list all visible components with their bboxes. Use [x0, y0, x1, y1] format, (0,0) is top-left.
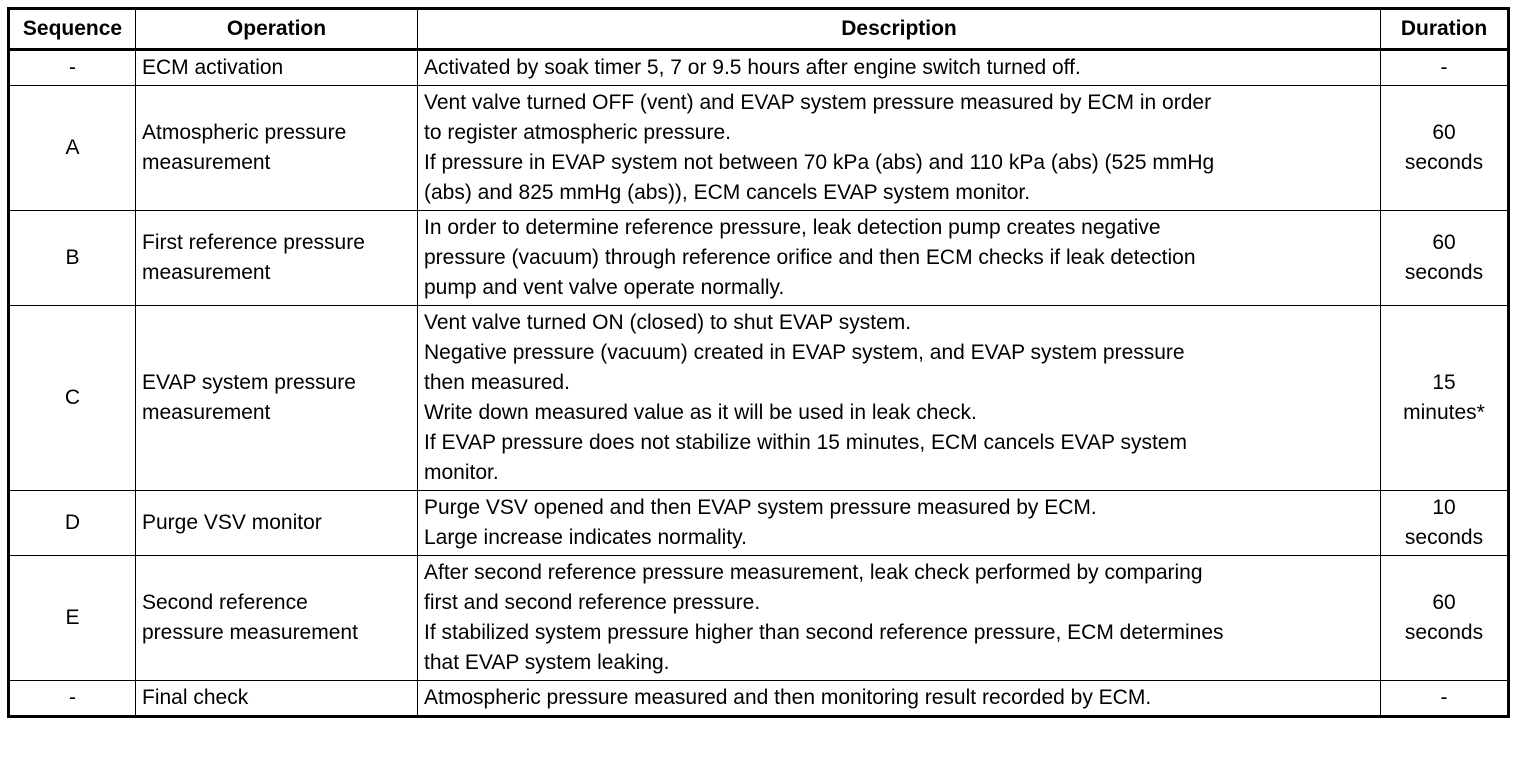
operation-cell-line: Atmospheric pressure — [142, 121, 347, 144]
description-cell-line: Atmospheric pressure measured and then monitoring result recorded by ECM. — [424, 686, 1152, 709]
duration-cell-line: seconds — [1404, 261, 1484, 284]
duration-cell-line: 15 — [1432, 371, 1456, 394]
description-cell-line: Negative pressure (vacuum) created in EVAP system, and EVAP system pressure — [424, 341, 1185, 364]
operation-cell-line: ECM activation — [142, 56, 284, 79]
header-description: Description — [418, 9, 1381, 50]
evap-monitor-sequence-table — [7, 7, 1510, 718]
table-header — [9, 9, 1509, 50]
description-cell — [418, 556, 1381, 681]
operation-cell-line: measurement — [142, 401, 271, 424]
description-cell-line: If pressure in EVAP system not between 70 kPa (abs) and 110 kPa (abs) (525 mmHg — [424, 151, 1215, 174]
description-cell-line: to register atmospheric pressure. — [424, 121, 731, 144]
operation-cell — [136, 491, 418, 556]
sequence-cell: - — [9, 50, 136, 86]
duration-cell — [1381, 306, 1509, 491]
description-cell-line: pump and vent valve operate normally. — [424, 276, 785, 299]
operation-cell — [136, 306, 418, 491]
operation-cell-line: measurement — [142, 261, 271, 284]
table-row — [9, 306, 1509, 491]
duration-cell-line: seconds — [1404, 621, 1484, 644]
duration-cell-line: 60 — [1432, 231, 1456, 254]
duration-cell — [1381, 211, 1509, 306]
description-cell-line: In order to determine reference pressure, leak detection pump creates negative — [424, 216, 1161, 239]
duration-cell — [1381, 491, 1509, 556]
duration-cell-line: minutes* — [1403, 401, 1485, 424]
description-cell-line: Vent valve turned ON (closed) to shut EVAP system. — [424, 311, 912, 334]
duration-cell-line: - — [1440, 686, 1448, 709]
description-cell — [418, 681, 1381, 717]
duration-cell — [1381, 50, 1509, 86]
description-cell-line: first and second reference pressure. — [424, 591, 761, 614]
description-cell-line: Purge VSV opened and then EVAP system pressure measured by ECM. — [424, 496, 1097, 519]
description-cell — [418, 491, 1381, 556]
description-cell — [418, 86, 1381, 211]
table-row — [9, 211, 1509, 306]
description-cell — [418, 306, 1381, 491]
operation-cell — [136, 211, 418, 306]
header-operation: Operation — [136, 9, 418, 50]
operation-cell — [136, 556, 418, 681]
duration-cell-line: 10 — [1432, 496, 1456, 519]
duration-cell-line: 60 — [1432, 121, 1456, 144]
table-row — [9, 86, 1509, 211]
operation-cell — [136, 681, 418, 717]
operation-cell-line: measurement — [142, 151, 271, 174]
operation-cell — [136, 50, 418, 86]
sequence-cell: - — [9, 681, 136, 717]
operation-cell — [136, 86, 418, 211]
table-row — [9, 681, 1509, 717]
duration-cell-line: - — [1440, 56, 1448, 79]
header-duration: Duration — [1381, 9, 1509, 50]
description-cell-line: (abs) and 825 mmHg (abs)), ECM cancels EVAP system monitor. — [424, 181, 1031, 204]
table-body — [9, 50, 1509, 717]
sequence-cell: D — [9, 491, 136, 556]
sequence-cell: E — [9, 556, 136, 681]
description-cell-line: Large increase indicates normality. — [424, 526, 747, 549]
description-cell-line: After second reference pressure measurement, leak check performed by comparing — [424, 561, 1203, 584]
header-sequence: Sequence — [9, 9, 136, 50]
table-row — [9, 556, 1509, 681]
table-row — [9, 50, 1509, 86]
description-cell-line: Vent valve turned OFF (vent) and EVAP system pressure measured by ECM in order — [424, 91, 1212, 114]
duration-cell — [1381, 681, 1509, 717]
table-row — [9, 491, 1509, 556]
duration-cell — [1381, 86, 1509, 211]
operation-cell-line: Purge VSV monitor — [142, 511, 322, 534]
operation-cell-line: Final check — [142, 686, 249, 709]
operation-cell-line: pressure measurement — [142, 621, 358, 644]
header-row — [9, 9, 1509, 50]
sequence-cell: A — [9, 86, 136, 211]
description-cell-line: pressure (vacuum) through reference orifice and then ECM checks if leak detection — [424, 246, 1196, 269]
operation-cell-line: First reference pressure — [142, 231, 365, 254]
description-cell — [418, 50, 1381, 86]
description-cell-line: Activated by soak timer 5, 7 or 9.5 hours after engine switch turned off. — [424, 56, 1081, 79]
sequence-cell: B — [9, 211, 136, 306]
operation-cell-line: Second reference — [142, 591, 308, 614]
description-cell-line: Write down measured value as it will be used in leak check. — [424, 401, 977, 424]
description-cell-line: If stabilized system pressure higher than second reference pressure, ECM determines — [424, 621, 1224, 644]
duration-cell-line: seconds — [1404, 151, 1484, 174]
sequence-cell: C — [9, 306, 136, 491]
description-cell-line: then measured. — [424, 371, 570, 394]
description-cell-line: monitor. — [424, 461, 499, 484]
description-cell-line: that EVAP system leaking. — [424, 651, 670, 674]
operation-cell-line: EVAP system pressure — [142, 371, 356, 394]
duration-cell — [1381, 556, 1509, 681]
duration-cell-line: 60 — [1432, 591, 1456, 614]
duration-cell-line: seconds — [1404, 526, 1484, 549]
description-cell-line: If EVAP pressure does not stabilize within 15 minutes, ECM cancels EVAP system — [424, 431, 1187, 454]
description-cell — [418, 211, 1381, 306]
